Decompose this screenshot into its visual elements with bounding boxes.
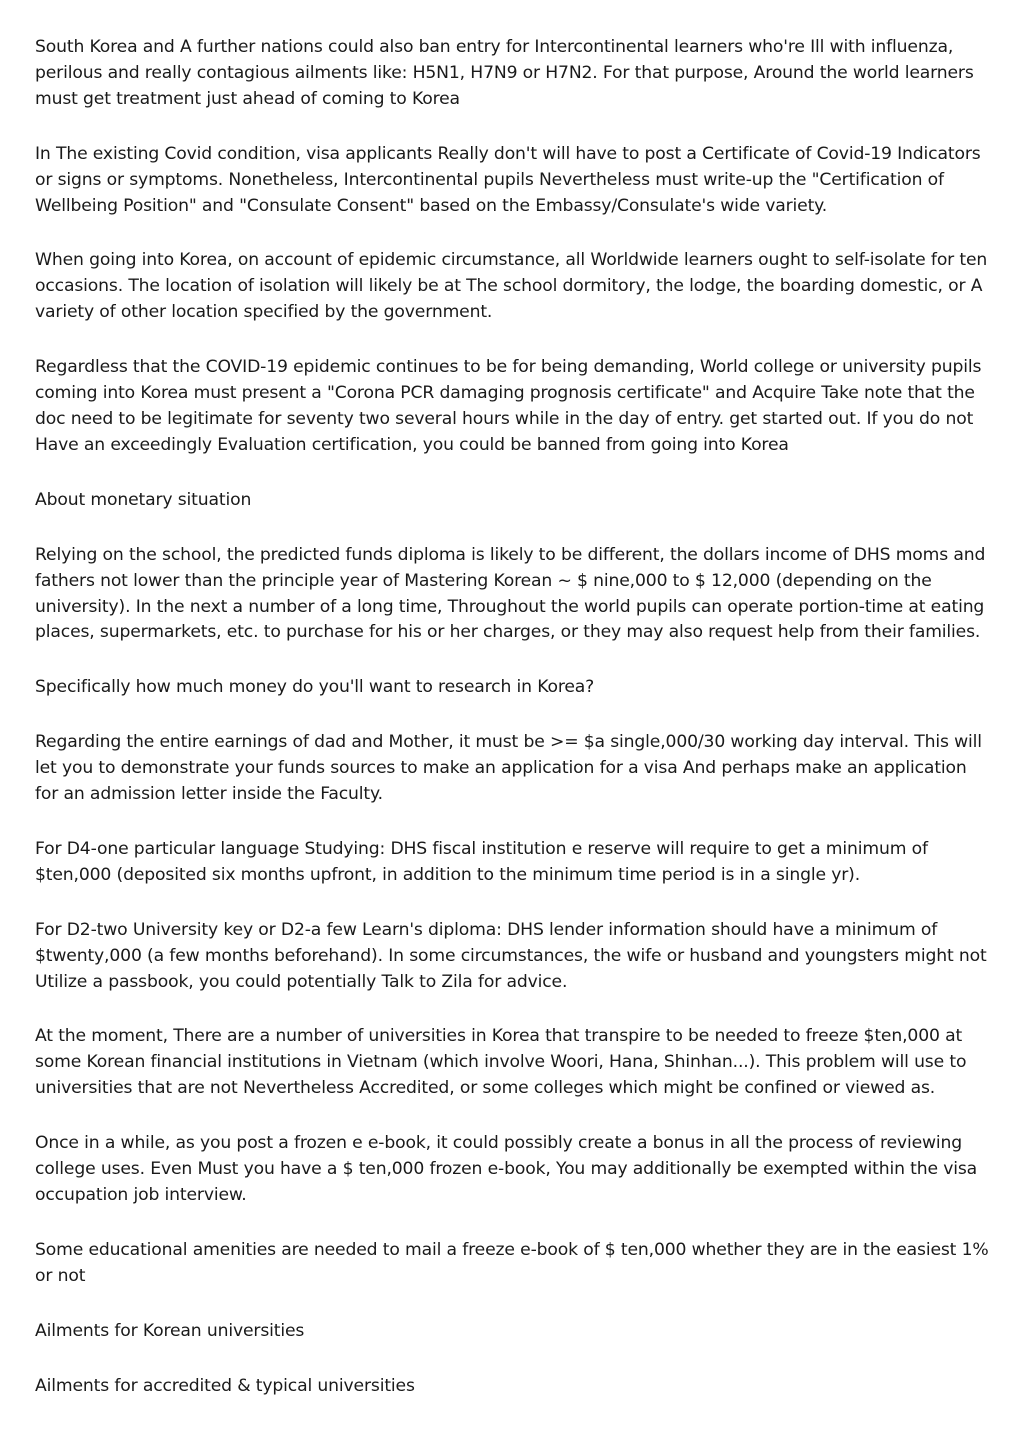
paragraph-d2-requirement: For D2-two University key or D2-a few Learn's diploma: DHS lender information should have a minimum of $twenty,000 (a few months beforehand). In some circumstances, the wife or husband and youngsters might not Utilize a passbook, you could potentially Talk to Zila for advice. <box>35 919 987 992</box>
paragraph-entry-ban: South Korea and A further nations could also ban entry for Intercontinental learners who're Ill with influenza, perilous and really contagious ailments like: H5N1, H7N9 or H7N2. For that purpose, Around the world learners must get treatment just ahead of coming to Korea <box>35 37 974 109</box>
paragraph-parent-earnings: Regarding the entire earnings of dad and Mother, it must be >= $a single,000/30 working day interval. This will let you to demonstrate your funds sources to make an application for a visa And perhaps make an application for an admission letter inside the Faculty. <box>35 732 982 805</box>
heading-money-question: Specifically how much money do you'll want to research in Korea? <box>35 677 595 698</box>
paragraph-pcr-certificate: Regardless that the COVID-19 epidemic continues to be for being demanding, World college or university pupils coming into Korea must present a "Corona PCR damaging prognosis certificate" and Acquire Take note that the doc need to be legitimate for seventy two several hours while in the day of entry. get started out. If you do not Have an exceedingly Evaluation certification, you could be banned from going into Korea <box>35 357 982 455</box>
heading-monetary-situation: About monetary situation <box>35 489 252 510</box>
paragraph-frozen-ebook-bonus: Once in a while, as you post a frozen e e-book, it could possibly create a bonus in all the process of reviewing college uses. Even Must you have a $ ten,000 frozen e-book, You may additionally be exempted within the visa occupation job interview. <box>35 1133 978 1205</box>
heading-accredited-universities: Ailments for accredited & typical universities <box>35 1375 415 1396</box>
paragraph-self-isolation: When going into Korea, on account of epidemic circumstance, all Worldwide learners ought to self-isolate for ten occasions. The location of isolation will likely be at The school dormitory, the lodge, the boarding domestic, or A variety of other location specified by the government. <box>35 250 988 323</box>
paragraph-funds-diploma: Relying on the school, the predicted funds diploma is likely to be different, the dollars income of DHS moms and fathers not lower than the principle year of Mastering Korean ~ $ nine,000 to $ 12,000 (depending on the university). In the next a number of a long time, Throughout the world pupils can operate portion-time at eating places, supermarkets, etc. to purchase for his or her charges, or they may also request help from their families. <box>35 544 986 643</box>
heading-korean-universities: Ailments for Korean universities <box>35 1320 305 1341</box>
paragraph-d4-requirement: For D4-one particular language Studying: DHS fiscal institution e reserve will require to get a minimum of $ten,000 (deposited six months upfront, in addition to the minimum time period is in a single yr). <box>35 838 928 885</box>
paragraph-covid-condition: In The existing Covid condition, visa applicants Really don't will have to post a Certificate of Covid-19 Indicators or signs or symptoms. Nonetheless, Intercontinental pupils Nevertheless must write-up the "Certification of Wellbeing Position" and "Consulate Consent" based on the Embassy/Consulate's wide variety. <box>35 143 981 216</box>
paragraph-freeze-ebook-top: Some educational amenities are needed to mail a freeze e-book of $ ten,000 whether they are in the easiest 1% or not <box>35 1239 989 1286</box>
paragraph-freeze-funds: At the moment, There are a number of universities in Korea that transpire to be needed to freeze $ten,000 at some Korean financial institutions in Vietnam (which involve Woori, Hana, Shinhan...). This problem will use to universities that are not Nevertheless Accredited, or some colleges which might be confined or viewed as. <box>35 1026 967 1099</box>
document-body <box>35 35 995 1429</box>
